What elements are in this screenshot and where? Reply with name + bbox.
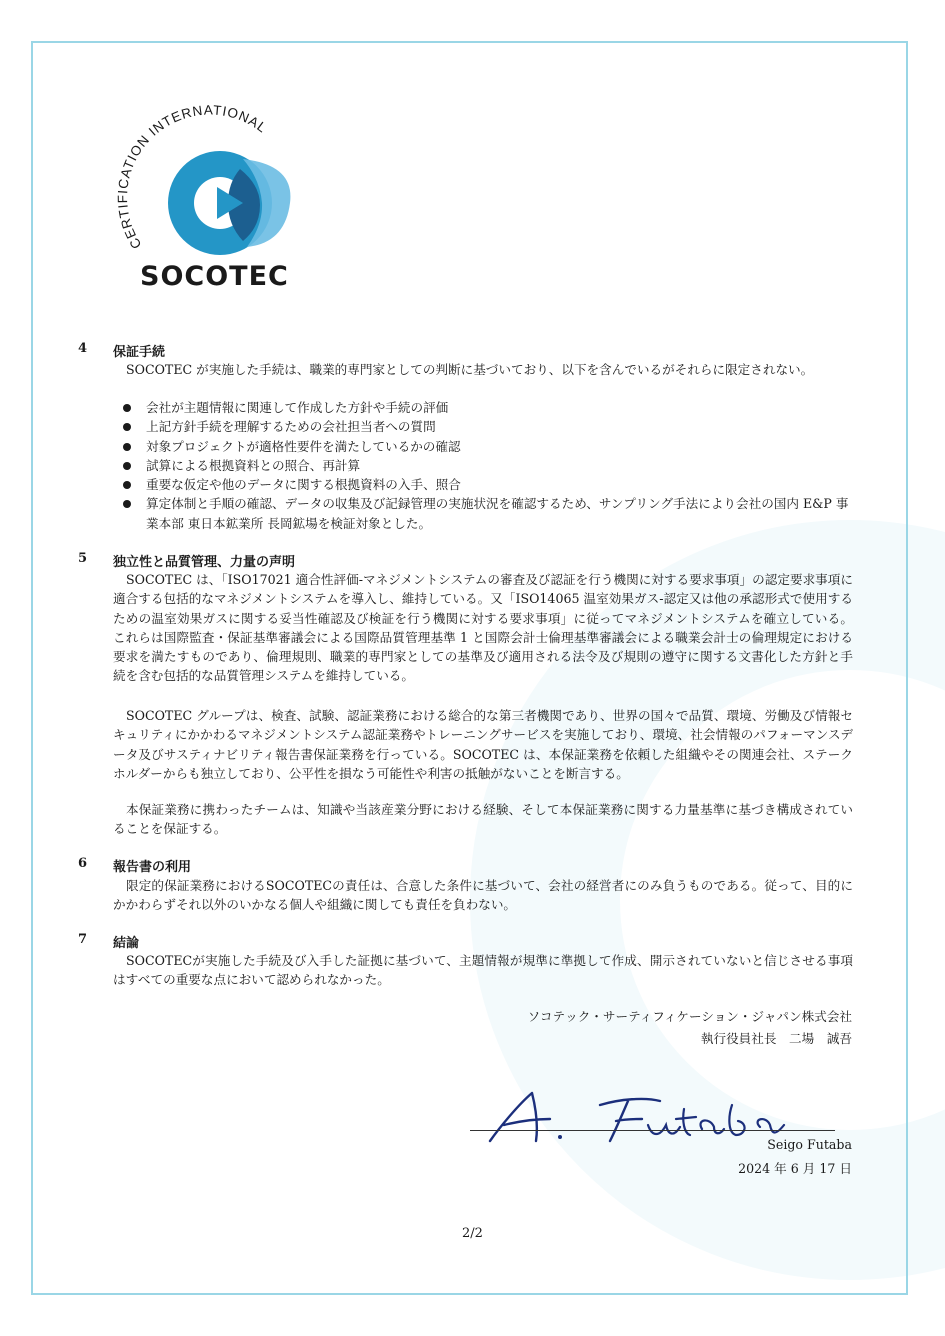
bullet-icon (123, 462, 131, 470)
section-7-number: 7 (78, 932, 88, 947)
signature-line (470, 1130, 835, 1131)
bullet-icon (123, 500, 131, 508)
bullet-item: 試算による根拠資料との照合、再計算 (113, 456, 853, 475)
section-6-number: 6 (78, 856, 88, 871)
section-5-number: 5 (78, 551, 88, 566)
bullet-item: 算定体制と手順の確認、データの収集及び記録管理の実施状況を確認するため、サンプリング手法により会社の国内 E&P 事業本部 東日本鉱業所 長岡鉱場を検証対象とした。 (113, 494, 853, 533)
section-4-intro: SOCOTEC が実施した手続は、職業的専門家としての判断に基づいており、以下を含んでいるがそれらに限定されない。 (126, 362, 814, 377)
signatory-name: Seigo Futaba (767, 1137, 852, 1152)
bullet-item: 上記方針手続を理解するための会社担当者への質問 (113, 417, 853, 436)
bullet-item: 重要な仮定や他のデータに関する根拠資料の入手、照合 (113, 475, 853, 494)
signature-date: 2024 年 6 月 17 日 (738, 1161, 852, 1176)
bullet-icon (123, 404, 131, 412)
bullet-item: 会社が主題情報に関連して作成した方針や手続の評価 (113, 398, 853, 417)
section-4-heading: 保証手続 (113, 345, 166, 360)
section-5-paragraph-1: SOCOTEC は、「ISO17021 適合性評価-マネジメントシステムの審査及び認証を行う機関に対する要求事項」の認定要求事項に適合する包括的なマネジメントシステムを導入し、維持している。又「ISO14065 温室効果ガス-認定又は他の承認形式で使用するための温室効果ガスに関する妥当性確認及び検証を行う機関に対する要求事項」に従ってマネジメントシステムを確立している。これらは国際監査・保証基準審議会による国際品質管理基準 1 と国際会計士倫理基準審議会による職業会計士の倫理規定における要求を満たすものであり、倫理規則、職業的専門家としての基準及び適用される法令及び規則の遵守に関する文書化した方針と手続を含む包括的な品質管理システムを維持している。 (113, 572, 853, 684)
section-4-bullet-list (113, 398, 853, 533)
section-6-heading: 報告書の利用 (113, 860, 192, 875)
section-5-heading: 独立性と品質管理、力量の声明 (113, 555, 296, 570)
section-7-heading: 結論 (113, 936, 140, 951)
logo-wordmark: SOCOTEC (140, 261, 289, 292)
bullet-item: 対象プロジェクトが適格性要件を満たしているかの確認 (113, 437, 853, 456)
bullet-icon (123, 443, 131, 451)
bullet-icon (123, 423, 131, 431)
page-number: 2/2 (462, 1226, 483, 1241)
section-5-paragraph-2: SOCOTEC グループは、検査、試験、認証業務における総合的な第三者機関であり、世界の国々で品質、環境、労働及び情報セキュリティにかかわるマネジメントシステム認証業務やトレーニングサービスを実施しており、環境、社会情報のパフォーマンスデータ及びサスティナビリティ報告書保証業務を行っている。SOCOTEC は、本保証業務を依頼した組織やその関連会社、ステークホルダーからも独立しており、公平性を損なう可能性や利害の抵触がないことを断言する。 (113, 708, 853, 781)
section-7-paragraph: SOCOTECが実施した手続及び入手した証拠に基づいて、主題情報が規準に準拠して作成、開示されていないと信じさせる事項はすべての重要な点において認められなかった。 (113, 953, 853, 988)
signatory-company: ソコテック・サーティフィケーション・ジャパン株式会社 (527, 1009, 852, 1024)
logo-arc-text: CERTIFICATION INTERNATIONAL (115, 102, 270, 252)
signatory-title: 執行役員社長 二場 誠吾 (700, 1031, 852, 1046)
bullet-icon (123, 481, 131, 489)
section-4-number: 4 (78, 341, 88, 356)
handwritten-signature (470, 1085, 840, 1145)
section-5-paragraph-3: 本保証業務に携わったチームは、知識や当該産業分野における経験、そして本保証業務に関する力量基準に基づき構成されていることを保証する。 (113, 802, 853, 837)
section-6-paragraph: 限定的保証業務におけるSOCOTECの責任は、合意した条件に基づいて、会社の経営者にのみ負うものである。従って、目的にかかわらずそれ以外のいかなる個人や組織に関しても責任を負わない。 (113, 878, 853, 913)
